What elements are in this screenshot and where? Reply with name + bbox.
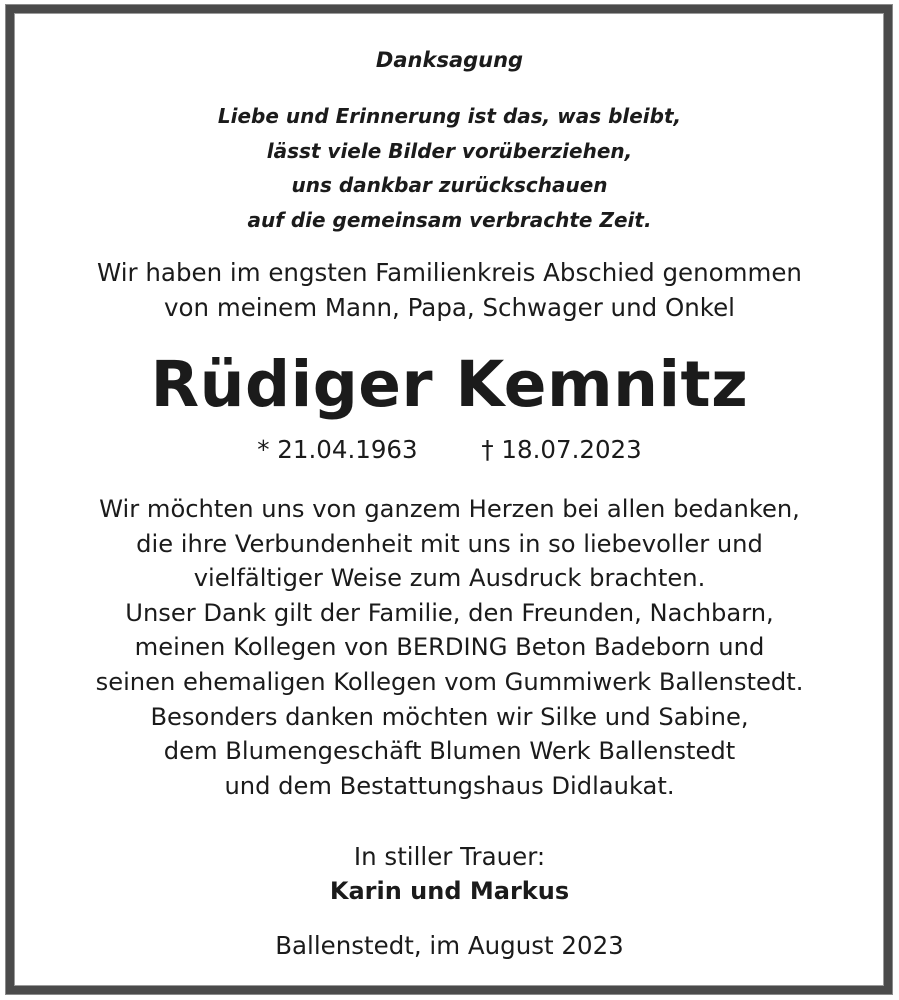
memorial-poem [14, 99, 885, 237]
poem-line: auf die gemeinsam verbrachte Zeit. [247, 207, 652, 232]
thanks-line: meinen Kollegen von BERDING Beton Badeborn und [134, 633, 765, 662]
thanks-text [14, 492, 885, 803]
thanks-line: Besonders danken möchten wir Silke und Sabine, [150, 702, 749, 731]
life-dates [14, 433, 885, 467]
thanks-line: Wir möchten uns von ganzem Herzen bei allen bedanken, [99, 495, 800, 523]
thanks-line: und dem Bestattungshaus Didlaukat. [224, 771, 675, 800]
poem-line: uns dankbar zurückschauen [291, 173, 608, 197]
thanks-line: seinen ehemaligen Kollegen vom Gummiwerk Ballenstedt. [95, 667, 804, 696]
mourners-block [14, 840, 885, 908]
deceased-name: Rüdiger Kemnitz [150, 348, 749, 421]
mourner-names: Karin und Markus [329, 877, 570, 905]
birth-date: * 21.04.1963 [257, 435, 418, 464]
thanks-line: die ihre Verbundenheit mit uns in so liebevoller und [136, 529, 763, 558]
place-and-date: Ballenstedt, im August 2023 [275, 931, 624, 960]
death-date: † 18.07.2023 [481, 435, 642, 464]
poem-line: lässt viele Bilder vorüberziehen, [266, 138, 633, 163]
farewell-intro [14, 256, 885, 325]
thanks-line: dem Blumengeschäft Blumen Werk Ballenstedt [163, 737, 736, 766]
thanks-line: Unser Dank gilt der Familie, den Freunden, Nachbarn, [125, 598, 774, 627]
poem-line: Liebe und Erinnerung ist das, was bleibt, [217, 104, 682, 128]
mourning-label: In stiller Trauer: [353, 842, 546, 871]
intro-line: Wir haben im engsten Familienkreis Abschied genommen [97, 258, 802, 287]
intro-line: von meinem Mann, Papa, Schwager und Onkel [164, 292, 735, 322]
notice-heading: Danksagung [375, 48, 524, 72]
thanks-line: vielfältiger Weise zum Ausdruck brachten. [193, 564, 706, 593]
